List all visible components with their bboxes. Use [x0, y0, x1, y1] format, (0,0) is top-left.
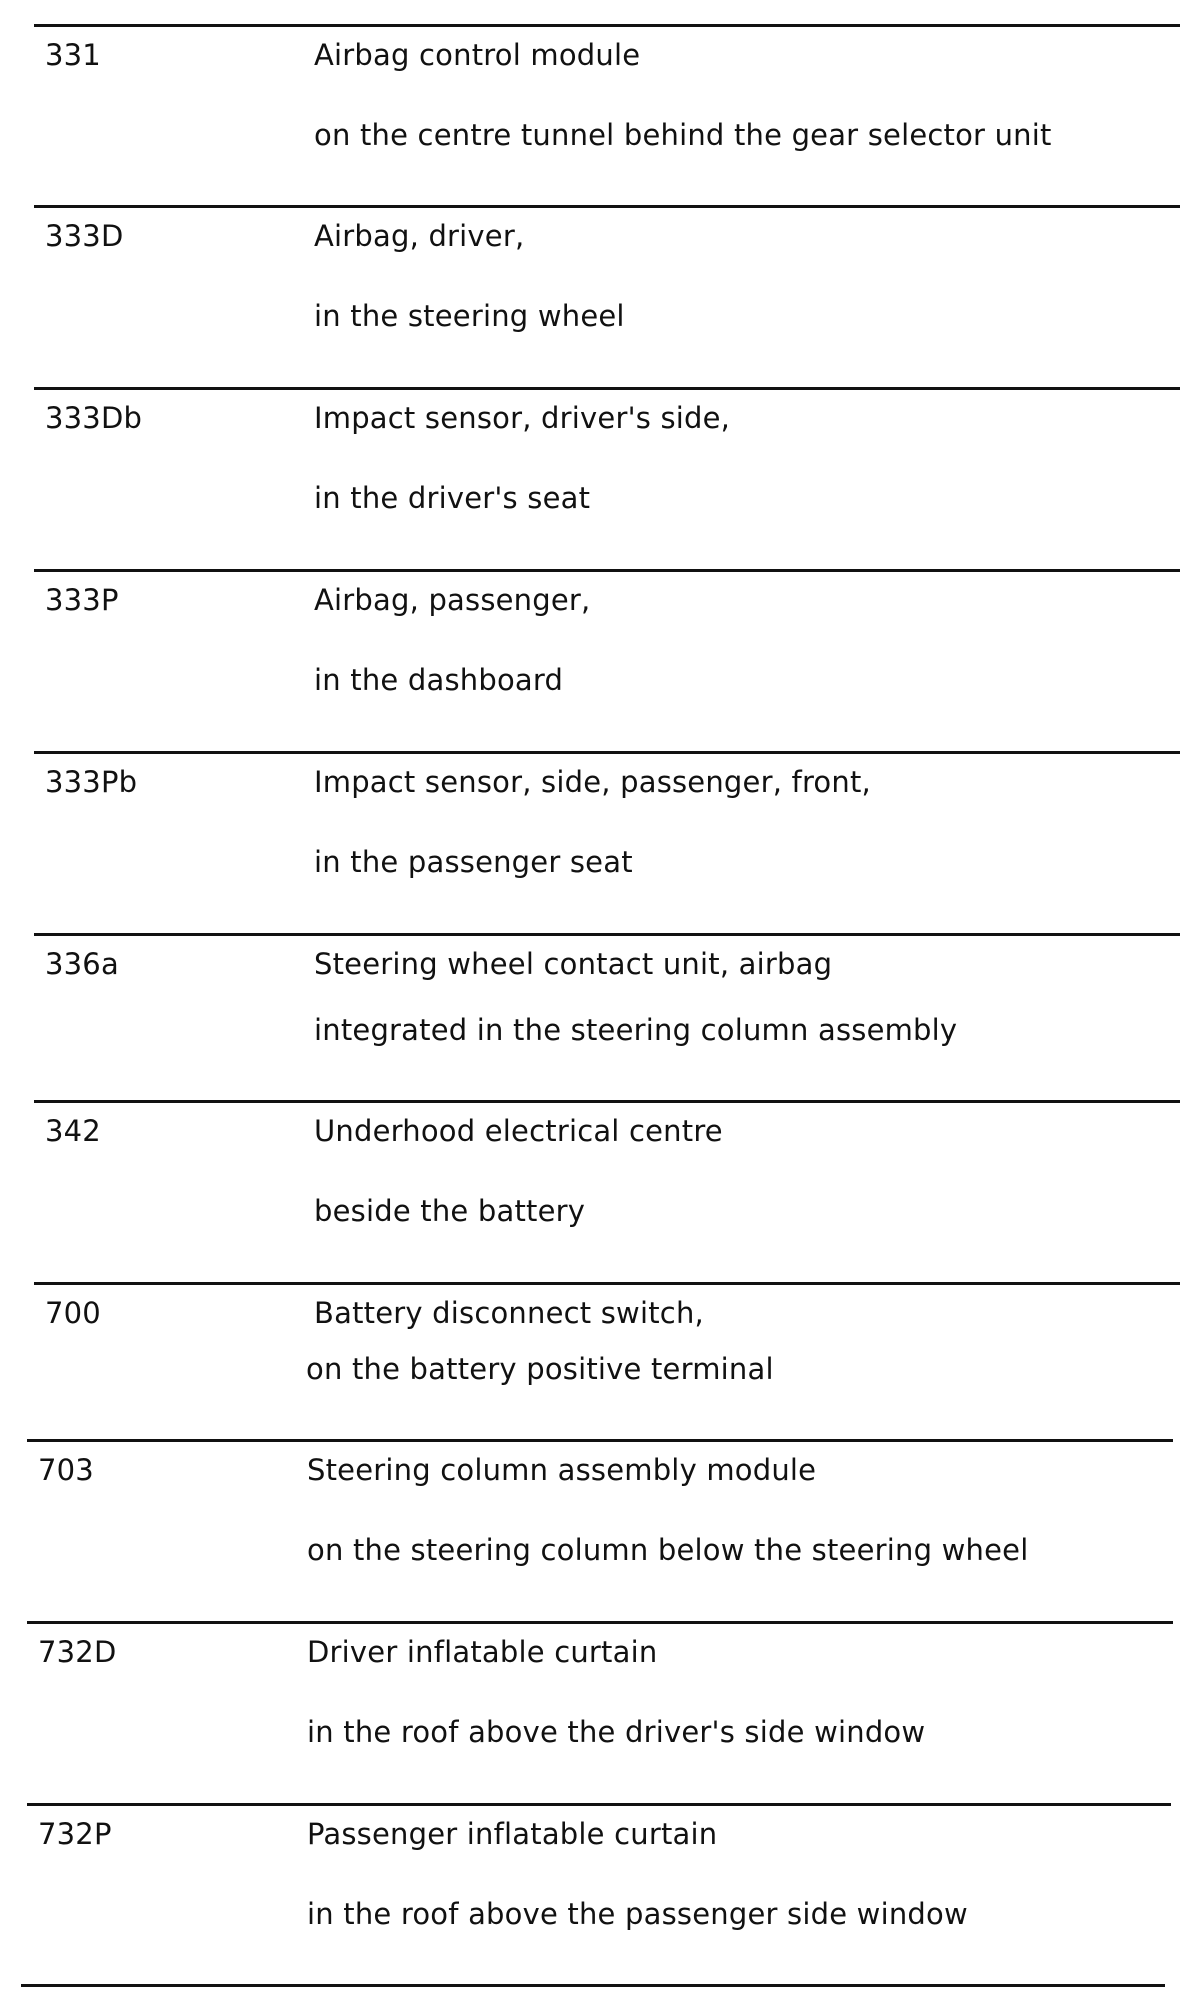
- component-name: Battery disconnect switch,: [314, 1296, 704, 1330]
- row-divider: [27, 1621, 1173, 1624]
- component-location: on the steering column below the steering wheel: [307, 1533, 1029, 1567]
- component-location: in the dashboard: [314, 663, 564, 697]
- component-location: in the roof above the passenger side window: [307, 1897, 968, 1931]
- component-code: 333D: [45, 219, 124, 253]
- component-code: 700: [45, 1296, 101, 1330]
- component-location: in the steering wheel: [314, 299, 625, 333]
- row-divider: [27, 1803, 1171, 1806]
- component-name: Steering column assembly module: [307, 1453, 817, 1487]
- component-location: beside the battery: [314, 1194, 586, 1228]
- component-location: in the driver's seat: [314, 481, 591, 515]
- table-row: [34, 24, 1180, 208]
- component-location: integrated in the steering column assembly: [314, 1013, 958, 1047]
- component-location: in the roof above the driver's side window: [307, 1715, 926, 1749]
- row-divider: [34, 1282, 1180, 1285]
- component-name: Passenger inflatable curtain: [307, 1817, 718, 1851]
- component-code: 342: [45, 1114, 101, 1148]
- row-divider: [34, 24, 1180, 27]
- component-name: Airbag control module: [314, 38, 641, 72]
- component-code: 331: [45, 38, 101, 72]
- component-location: on the centre tunnel behind the gear selector unit: [314, 118, 1052, 152]
- component-name: Impact sensor, driver's side,: [314, 401, 731, 435]
- component-name: Impact sensor, side, passenger, front,: [314, 765, 871, 799]
- table-row: [27, 1621, 1173, 1805]
- table-row: [34, 387, 1180, 571]
- component-name: Underhood electrical centre: [314, 1114, 723, 1148]
- table-row: [34, 569, 1180, 753]
- table-row: [21, 1803, 1171, 1987]
- row-divider: [34, 1100, 1180, 1103]
- table-row: [34, 751, 1180, 935]
- table-row: [34, 205, 1180, 389]
- row-divider: [34, 933, 1180, 936]
- component-code: 703: [38, 1453, 94, 1487]
- component-location: in the passenger seat: [314, 845, 633, 879]
- component-name: Steering wheel contact unit, airbag: [314, 947, 833, 981]
- component-code: 336a: [45, 947, 119, 981]
- component-code: 333P: [45, 583, 119, 617]
- table-row: [34, 1282, 1180, 1442]
- row-divider: [34, 751, 1180, 754]
- table-row: [27, 1439, 1173, 1623]
- row-divider: [27, 1439, 1173, 1442]
- row-divider: [34, 387, 1180, 390]
- component-name: Airbag, driver,: [314, 219, 525, 253]
- component-code: 333Db: [45, 401, 143, 435]
- row-divider: [34, 569, 1180, 572]
- component-code: 333Pb: [45, 765, 138, 799]
- table-row: [34, 1100, 1180, 1284]
- component-location: on the battery positive terminal: [306, 1352, 774, 1386]
- component-name: Driver inflatable curtain: [307, 1635, 658, 1669]
- component-name: Airbag, passenger,: [314, 583, 591, 617]
- table-row: [34, 933, 1180, 1103]
- row-divider: [34, 205, 1180, 208]
- component-code: 732D: [38, 1635, 117, 1669]
- table-bottom-rule: [21, 1984, 1165, 1987]
- component-code: 732P: [38, 1817, 112, 1851]
